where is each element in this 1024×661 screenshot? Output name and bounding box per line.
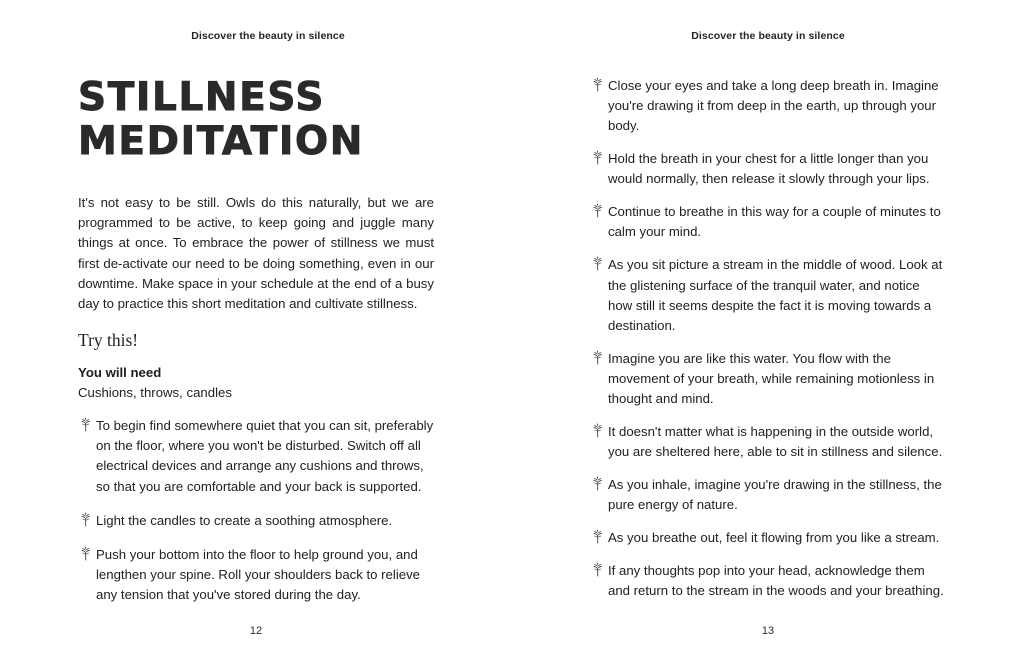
list-item-text: Push your bottom into the floor to help ground you, and lengthen your spine. Roll your shoulders back to relieve any tension that you've stored during the day.	[96, 546, 421, 602]
list-item	[590, 202, 946, 242]
leaf-sprig-icon	[590, 150, 605, 165]
page-title-line-2: MEDITATION	[78, 118, 364, 164]
list-item	[78, 416, 434, 496]
leaf-sprig-icon	[78, 546, 93, 561]
page-title	[78, 76, 434, 163]
list-item	[590, 561, 946, 601]
intro-paragraph: It's not easy to be still. Owls do this naturally, but we are programmed to be active, to keep going and juggle many things at once. To embrace the power of stillness we must first de-activate our need to be doing something, even in our downtime. Make space in your schedule at the end of a busy day to practice this short meditation and cultivate stillness.	[78, 195, 434, 311]
list-item-text: Close your eyes and take a long deep breath in. Imagine you're drawing it from deep in the earth, up through your body.	[608, 78, 939, 134]
list-item-text: Hold the breath in your chest for a little longer than you would normally, then release it slowly through your lips.	[608, 151, 930, 187]
leaf-sprig-icon	[590, 562, 605, 577]
list-item-text: Imagine you are like this water. You flow with the movement of your breath, while remaining motionless in thought and mind.	[608, 350, 935, 406]
leaf-sprig-icon	[590, 476, 605, 491]
list-item	[590, 475, 946, 515]
leaf-sprig-icon	[590, 77, 605, 92]
leaf-sprig-icon	[590, 203, 605, 218]
leaf-sprig-icon	[590, 256, 605, 271]
list-item	[78, 545, 434, 605]
list-item	[590, 528, 946, 548]
you-will-need-items: Cushions, throws, candles	[78, 384, 232, 400]
list-item	[590, 76, 946, 136]
leaf-sprig-icon	[590, 423, 605, 438]
list-item	[590, 349, 946, 409]
you-will-need-label: You will need	[78, 364, 162, 380]
list-item-text: As you breathe out, feel it flowing from you like a stream.	[608, 530, 940, 546]
leaf-sprig-icon	[590, 350, 605, 365]
list-item-text: To begin find somewhere quiet that you can sit, preferably on the floor, where you won't be disturbed. Switch off all electrical devices and arrange any cushions and throws, so that you are comfortable and your back is supported.	[96, 418, 434, 494]
leaf-sprig-icon	[590, 529, 605, 544]
list-item-text: If any thoughts pop into your head, acknowledge them and return to the stream in the woods and your breathing.	[608, 563, 944, 599]
running-head-left: Discover the beauty in silence	[191, 30, 345, 42]
list-item-text: Continue to breathe in this way for a couple of minutes to calm your mind.	[608, 204, 941, 240]
right-page	[512, 0, 1024, 661]
list-item	[590, 255, 946, 335]
list-item-text: As you sit picture a stream in the middle of wood. Look at the glistening surface of the tranquil water, and notice how still it seems despite the fact it is moving towards a destination.	[608, 257, 943, 333]
list-item	[590, 422, 946, 462]
running-head-right: Discover the beauty in silence	[691, 30, 845, 42]
list-item-text: It doesn't matter what is happening in the outside world, you are sheltered here, able to sit in stillness and silence.	[608, 423, 943, 459]
try-this-subhead: Try this!	[78, 329, 139, 350]
leaf-sprig-icon	[78, 417, 93, 432]
list-item	[78, 511, 434, 531]
list-item-text: As you inhale, imagine you're drawing in the stillness, the pure energy of nature.	[608, 477, 942, 513]
leaf-sprig-icon	[78, 512, 93, 527]
list-item-text: Light the candles to create a soothing atmosphere.	[96, 512, 393, 528]
page-number-left: 12	[249, 625, 263, 637]
page-title-line-1: STILLNESS	[78, 75, 326, 120]
list-item	[590, 149, 946, 189]
page-number-right: 13	[761, 625, 775, 637]
